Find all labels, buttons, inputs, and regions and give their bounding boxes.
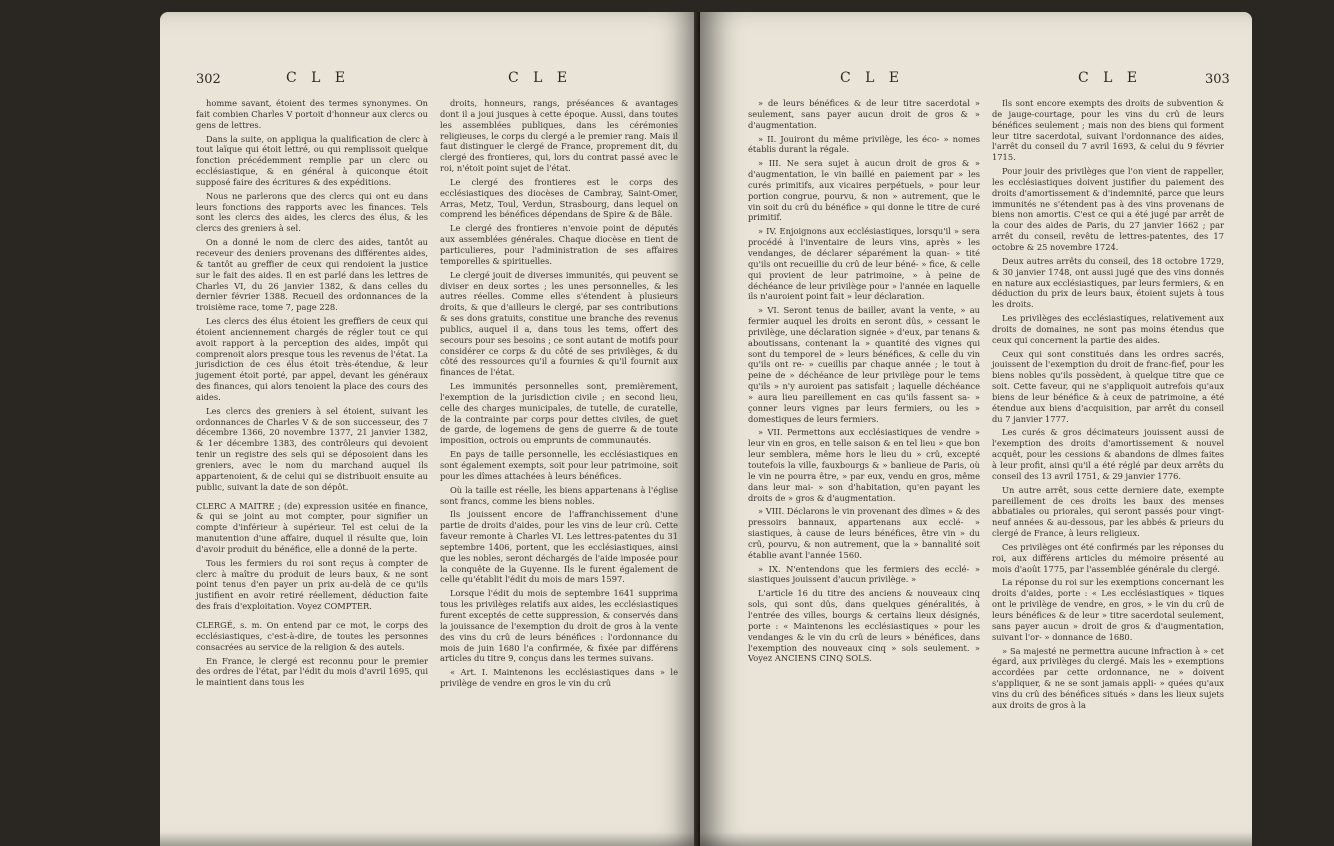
paragraph: Le clergé des frontieres est le corps des ecclésiastiques des diocèses de Cambray, Saint-Omer, Arras, Metz, Toul, Verdun, Strasbourg, dans lequel on comprend les bénéfices dépendans de Spire & de Bâle.: [440, 176, 678, 220]
paragraph: » VII. Permettons aux ecclésiastiques de vendre » leur vin en gros, en telle saison & en tel lieu » que bon leur semblera, même hors le lieu du » crû, excepté toutefois la ville, fauxbourgs & » banlieue de Paris, où le vin ne pourra être, » par eux, vendu en gros, même dans leur mai- » son d'habitation, qu'en payant les droits de » gros & d'augmentation.: [748, 427, 980, 503]
entry-clerge: CLERGÉ, s. m. On entend par ce mot, le corps des ecclésiastiques, c'est-à-dire, de toutes les personnes consacrées au service de la religion & des autels.: [196, 619, 428, 652]
paragraph: Les clercs des élus étoient les greffiers de ceux qui étoient anciennement chargés de régler tout ce qui avoit rapport à la perception des aides, impôt qui comprenoit alors presque tous les revenus de l'état. La jurisdiction de ces élus étoit très-étendue, & leur jugement étoit porté, par appel, devant les généraux des finances, qui alors tenoient la place des cours des aides.: [196, 316, 428, 402]
paragraph: » Sa majesté ne permettra aucune infraction à » cet égard, aux privilèges du clergé. Mais les » exemptions accordées par cette ordonnance, ne » doivent s'appliquer, & ne se sont jamais appli- » quées qu'aux vins du crû des bénéfices situés » dans les lieux sujets aux droits de gros à la: [992, 645, 1224, 710]
left-page: [160, 12, 700, 846]
paragraph: Ceux qui sont constitués dans les ordres sacrés, jouissent de l'exemption du droit de franc-fief, pour les biens nobles qu'ils possèdent, à quelque titre que ce soit. Cette faveur, qui ne s'appliquoit autrefois qu'aux biens de leur bénéfice & à ceux de patrimoine, a été étendue aux biens d'acquisition, par arrêt du conseil du 7 janvier 1777.: [992, 348, 1224, 424]
running-head-left: C L E: [286, 70, 351, 86]
paragraph: » IX. N'entendons que les fermiers des ecclé- » siastiques jouissent d'aucun privilège. »: [748, 563, 980, 585]
paragraph: Un autre arrêt, sous cette derniere date, exempte pareillement de ces droits les baux des menses abbatiales ou priorales, qui seront passés pour vingt-neuf années & au-dessous, par les abbés & prieurs du clergé de France, à leurs religieux.: [992, 484, 1224, 539]
paragraph: On a donné le nom de clerc des aides, tantôt au receveur des deniers provenans des différentes aides, & tantôt au greffier de ceux qui rendoient la justice sur le fait des aides. Il en est parlé dans les lettres de Charles VI, du 26 janvier 1382, & dans celles du dernier février 1388. Recueil des ordonnances de la troisième race, tome 7, page 228.: [196, 237, 428, 313]
paragraph: Tous les fermiers du roi sont reçus à compter de clerc à maître du produit de leurs baux, & ne sont point tenus d'en payer un prix au-delà de ce qu'ils justifient en avoir retiré réellement, déduction faite des frais d'exploitation. Voyez COMPTER.: [196, 557, 428, 612]
paragraph: Dans la suite, on appliqua la qualification de clerc à tout laïque qui étoit lettré, ou qui remplissoit quelque fonction précédemment remplie par un clerc ou ecclésiastique, & en général à quiconque étoit supposé faire des écritures & des expéditions.: [196, 133, 428, 187]
left-page-column-1: [196, 98, 428, 691]
paragraph: Lorsque l'édit du mois de septembre 1641 supprima tous les privilèges relatifs aux aides, les ecclésiastiques furent exceptés de cette suppression, & conservés dans la jouissance de l'exemption du droit de gros à la vente des vins du crû de leurs bénéfices : l'ordonnance du mois de juin 1680 l'a confirmée, & fixée par différens articles du titre 9, conçus dans les termes suivans.: [440, 588, 678, 664]
paragraph: » VI. Seront tenus de bailler, avant la vente, » au fermier auquel les droits en seront dûs, » cessant le privilège, une déclaration signée » d'eux, par tenans & aboutissans, contenant la » quantité des vignes qui sont du temporel de » leurs bénéfices, & celle du vin qu'ils ont re- » cueillis par chaque année ; le tout à peine de » déchéance de leur privilège pour le tems qu'ils » n'y auroient pas satisfait ; laquelle déchéance » aura lieu pareillement en cas qu'ils fassent sa- » çonner leurs vignes par leurs fermiers, ou les » domestiques de leurs fermiers.: [748, 305, 980, 424]
paragraph: droits, honneurs, rangs, préséances & avantages dont il a joui jusques à cette époque. Aussi, dans toutes les assemblées publiques, dans les cérémonies religieuses, le corps du clergé a le premier rang. Mais il faut distinguer le clergé de France, proprement dit, du clergé des frontieres, qui, lors du contrat passé avec le roi, n'étoit point sujet de l'état.: [440, 98, 678, 174]
paragraph: » VIII. Déclarons le vin provenant des dîmes » & des pressoirs bannaux, appartenans aux ecclé- » siastiques, à cause de leurs bénéfices, être vin » du crû, pourvu, & non autrement, que la » bannalité soit établie avant l'année 1560.: [748, 506, 980, 560]
right-page-column-2: [992, 98, 1224, 714]
paragraph: Nous ne parlerons que des clercs qui ont eu dans leurs fonctions des rapports avec les finances. Tels sont les clercs des aides, les clercs des élus, & les clercs des greniers à sel.: [196, 190, 428, 234]
paragraph: Ils sont encore exempts des droits de subvention & de jauge-courtage, pour les vins du crû de leurs bénéfices seulement ; mais non des biens qui forment leur titre sacerdotal, suivant l'ordonnance des aides, l'arrêt du conseil du 7 avril 1693, & celui du 9 février 1715.: [992, 98, 1224, 163]
paragraph: Le clergé des frontieres n'envoie point de députés aux assemblées générales. Chaque diocèse en tient de particulieres, pour l'administration de ses affaires temporelles & spirituelles.: [440, 223, 678, 266]
entry-clerc-a-maitre: CLERC A MAITRE ; (de) expression usitée en finance, & qui se joint au mot compter, pour signifier un compte d'inférieur à supérieur. Tel est celui de la manutention d'une affaire, duquel il résulte que, loin d'avoir produit du bénéfice, elle a donné de la perte.: [196, 500, 428, 554]
paragraph: L'article 16 du titre des anciens & nouveaux cinq sols, qui sont dûs, dans quelques généralités, à l'entrée des villes, bourgs & certains lieux désignés, porte : « Maintenons les ecclésiastiques » pour les vendanges & le vin du crû de leurs » bénéfices, dans l'exemption des nouveaux cinq » sols seulement. » Voyez ANCIENS CINQ SOLS.: [748, 588, 980, 664]
paragraph: Où la taille est réelle, les biens appartenans à l'église sont francs, comme les biens nobles.: [440, 484, 678, 506]
paragraph: Les privilèges des ecclésiastiques, relativement aux droits de domaines, ne sont pas moins étendus que ceux qui concernent la partie des aides.: [992, 313, 1224, 345]
right-page: [700, 12, 1252, 846]
paragraph: » IV. Enjoignons aux ecclésiastiques, lorsqu'il » sera procédé à l'inventaire de leurs vins, après » les vendanges, de déclarer séparément la quan- » tité qu'ils ont recueillie du crû de leur béné- » fice, & celle qui provient de leur patrimoine, » à peine de déchéance de leur privilège pour » l'année en laquelle ils n'auroient point fait » leur déclaration.: [748, 226, 980, 302]
paragraph: Les clercs des greniers à sel étoient, suivant les ordonnances de Charles V & de son successeur, des 7 décembre 1366, 20 novembre 1377, 21 janvier 1382, & 1er décembre 1383, des contrôleurs qui devoient tenir un registre des sels qui se déposoient dans les greniers, avec le nom du marchand auquel ils appartenoient, & de celui qui se distribuoit ensuite au public, suivant la date de son dépôt.: [196, 405, 428, 492]
paragraph: En pays de taille personnelle, les ecclésiastiques en sont également exempts, soit pour leur patrimoine, soit pour les dîmes attachées à leurs bénéfices.: [440, 449, 678, 481]
paragraph: Les curés & gros décimateurs jouissent aussi de l'exemption des droits d'amortissement & nouvel acquêt, pour les cessions & abandons de dîmes faites à leur profit, ainsi qu'il a été réglé par deux arrêts du conseil des 13 avril 1751, & 29 janvier 1776.: [992, 427, 1224, 481]
paragraph: Le clergé jouit de diverses immunités, qui peuvent se diviser en deux sortes ; les unes personnelles, & les autres réelles. Comme elles s'étendent à plusieurs droits, & que d'ailleurs le clergé, par ses contributions & ses dons gratuits, constitue une branche des revenus publics, auquel il a, dans tous les tems, offert des secours pour ses besoins ; ce sont autant de motifs pour considérer ce corps & du côté de ses privilèges, & du côté des ressources qu'il a fournies & qu'il fournit aux finances de l'état.: [440, 269, 678, 378]
paragraph: Ils jouissent encore de l'affranchissement d'une partie de droits d'aides, pour les vins de leur crû. Cette faveur remonte à Charles VI. Les lettres-patentes du 31 septembre 1406, portent, que les ecclésiastiques, ainsi que les nobles, seront déchargés de l'aide imposée pour la conquête de la Guyenne. Ils le furent également de celle qu'établit l'édit du mois de mars 1597.: [440, 509, 678, 585]
running-head-right: C L E: [840, 70, 905, 86]
paragraph: » II. Jouiront du même privilège, les éco- » nomes établis durant la régale.: [748, 133, 980, 155]
page-number-right: 303: [1205, 72, 1230, 87]
page-edge-shadow: [700, 832, 1252, 846]
paragraph: homme savant, étoient des termes synonymes. On fait combien Charles V portoit d'honneur aux clercs ou gens de lettres.: [196, 98, 428, 130]
paragraph: Deux autres arrêts du conseil, des 18 octobre 1729, & 30 janvier 1748, ont aussi jugé que des vins donnés en nature aux ecclésiastiques, par leurs fermiers, & en déduction du prix de leurs baux, étoient sujets à tous les droits.: [992, 255, 1224, 310]
paragraph: En France, le clergé est reconnu pour le premier des ordres de l'état, par l'édit du mois d'avril 1695, qui le maintient dans tous les: [196, 655, 428, 688]
left-page-column-2: [440, 98, 678, 692]
paragraph: Les immunités personnelles sont, premièrement, l'exemption de la jurisdiction civile ; en second lieu, celle des charges municipales, de tutelle, de curatelle, de la contrainte par corps pour dettes civiles, de guet de garde, de logemens de gens de guerre & de toute imposition, octrois ou emprunts de communautés.: [440, 381, 678, 446]
page-edge-shadow: [160, 832, 700, 846]
right-page-column-1: [748, 98, 980, 667]
paragraph: » de leurs bénéfices & de leur titre sacerdotal » seulement, sans payer aucun droit de gros & » d'augmentation.: [748, 98, 980, 130]
paragraph: « Art. I. Maintenons les ecclésiastiques dans » le privilège de vendre en gros le vin du crû: [440, 667, 678, 689]
paragraph: Ces privilèges ont été confirmés par les réponses du roi, aux différens articles du mémoire présenté au mois d'août 1775, par l'assemblée générale du clergé.: [992, 541, 1224, 574]
paragraph: » III. Ne sera sujet à aucun droit de gros & » d'augmentation, le vin baillé en paiement par » les curés primitifs, aux vicaires perpétuels, » pour leur portion congrue, pourvu, & non » autrement, que le vin soit du crû du bénéfice » qui donne le titre de curé primitif.: [748, 158, 980, 223]
running-head-left-2: C L E: [508, 70, 573, 86]
running-head-right-2: C L E: [1078, 70, 1143, 86]
paragraph: La réponse du roi sur les exemptions concernant les droits d'aides, porte : « Les ecclésiastiques » tiques ont le privilège de vendre, en gros, » le vin du crû de leurs bénéfices & de leur » titre sacerdotal seulement, sans payer aucun » droit de gros & d'augmentation, suivant l'or- » donnance de 1680.: [992, 577, 1224, 642]
page-number-left: 302: [196, 72, 221, 87]
paragraph: Pour jouir des privilèges que l'on vient de rappeller, les ecclésiastiques doivent justifier du paiement des droits d'amortissement & d'indemnité, parce que leurs immunités ne s'étendent pas à des vins provenans de biens non amortis. C'est ce qui a été jugé par arrêt de la cour des aides de Paris, du 27 janvier 1662 ; par arrêt du conseil, revêtu de lettres-patentes, des 17 octobre & 25 novembre 1724.: [992, 166, 1224, 252]
